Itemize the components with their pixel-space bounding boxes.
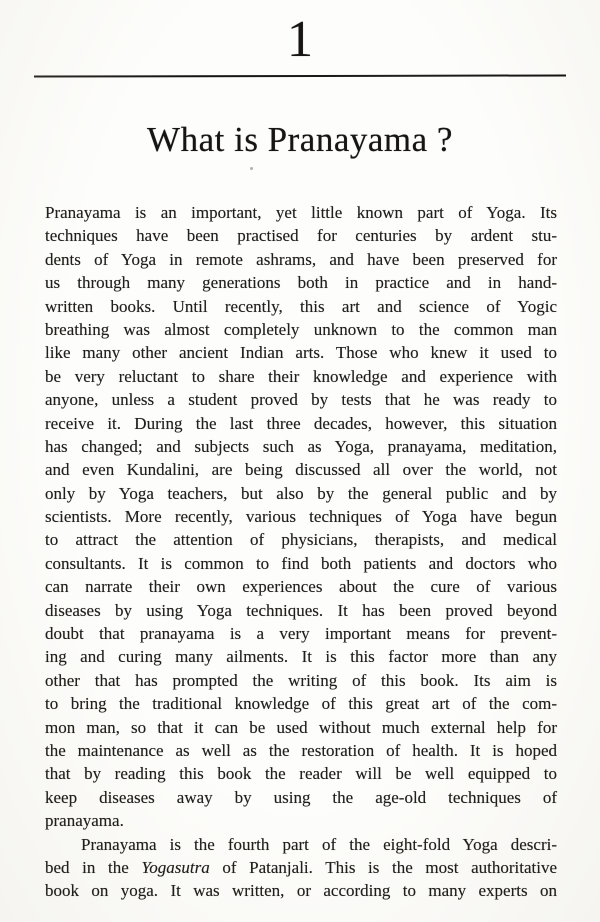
text-line: has changed; and subjects such as Yoga, pranayama, meditation,: [45, 436, 557, 456]
text-line: receive it. During the last three decades, however, this situation: [45, 413, 557, 433]
text-line: to attract the attention of physicians, therapists, and medical: [45, 530, 557, 550]
text-line: that by reading this book the reader will be well equipped to: [45, 764, 557, 784]
text-line: consultants. It is common to find both patients and doctors who: [45, 553, 557, 573]
text-line: can narrate their own experiences about the cure of various: [45, 577, 557, 597]
text-line: only by Yoga teachers, but also by the general public and by: [45, 483, 557, 503]
text-line: Pranayama is an important, yet little known part of Yoga. Its: [45, 203, 557, 222]
text-line: keep diseases away by using the age-old techniques of: [45, 787, 557, 807]
text-line: breathing was almost completely unknown to the common man: [45, 319, 557, 339]
text-line: us through many generations both in practice and in hand-: [45, 273, 557, 293]
text-segment: of Patanjali. This is the most authoritative: [209, 857, 557, 877]
text-line: scientists. More recently, various techniques of Yoga have begun: [45, 507, 557, 527]
text-line: diseases by using Yoga techniques. It has been proved beyond: [45, 600, 557, 620]
body-text: [45, 201, 557, 903]
text-line: Pranayama is the fourth part of the eight-fold Yoga descri-: [81, 834, 557, 854]
text-line: mon man, so that it can be used without much external help for: [45, 717, 557, 737]
italic-book-title: Yogasutra: [141, 857, 210, 877]
text-line: anyone, unless a student proved by tests that he was ready to: [45, 390, 557, 410]
text-line: doubt that pranayama is a very important means for prevent-: [45, 624, 557, 644]
paragraph: [45, 201, 557, 833]
text-line: and even Kundalini, are being discussed all over the world, not: [45, 460, 557, 480]
chapter-number: 1: [287, 11, 313, 68]
text-line: written books. Until recently, this art and science of Yogic: [45, 296, 557, 316]
text-segment: bed in the: [45, 857, 142, 877]
text-line: like many other ancient Indian arts. Those who knew it used to: [45, 343, 557, 363]
text-line: be very reluctant to share their knowledge and experience with: [45, 366, 557, 386]
text-line: [45, 856, 557, 879]
text-line: ing and curing many ailments. It is this factor more than any: [45, 647, 557, 667]
chapter-title: What is Pranayama ?: [147, 120, 453, 159]
text-line: techniques have been practised for centuries by ardent stu-: [45, 226, 557, 246]
text-line: the maintenance as well as the restoration of health. It is hoped: [45, 740, 557, 760]
text-line: book on yoga. It was written, or according to many experts on: [45, 881, 557, 901]
text-line: other that has prompted the writing of this book. Its aim is: [45, 670, 557, 690]
text-line: dents of Yoga in remote ashrams, and have been preserved for: [45, 249, 557, 269]
scan-speck: [250, 167, 253, 170]
text-line: to bring the traditional knowledge of this great art of the com-: [45, 694, 557, 714]
text-line: pranayama.: [45, 811, 124, 831]
paragraph: [45, 833, 557, 903]
